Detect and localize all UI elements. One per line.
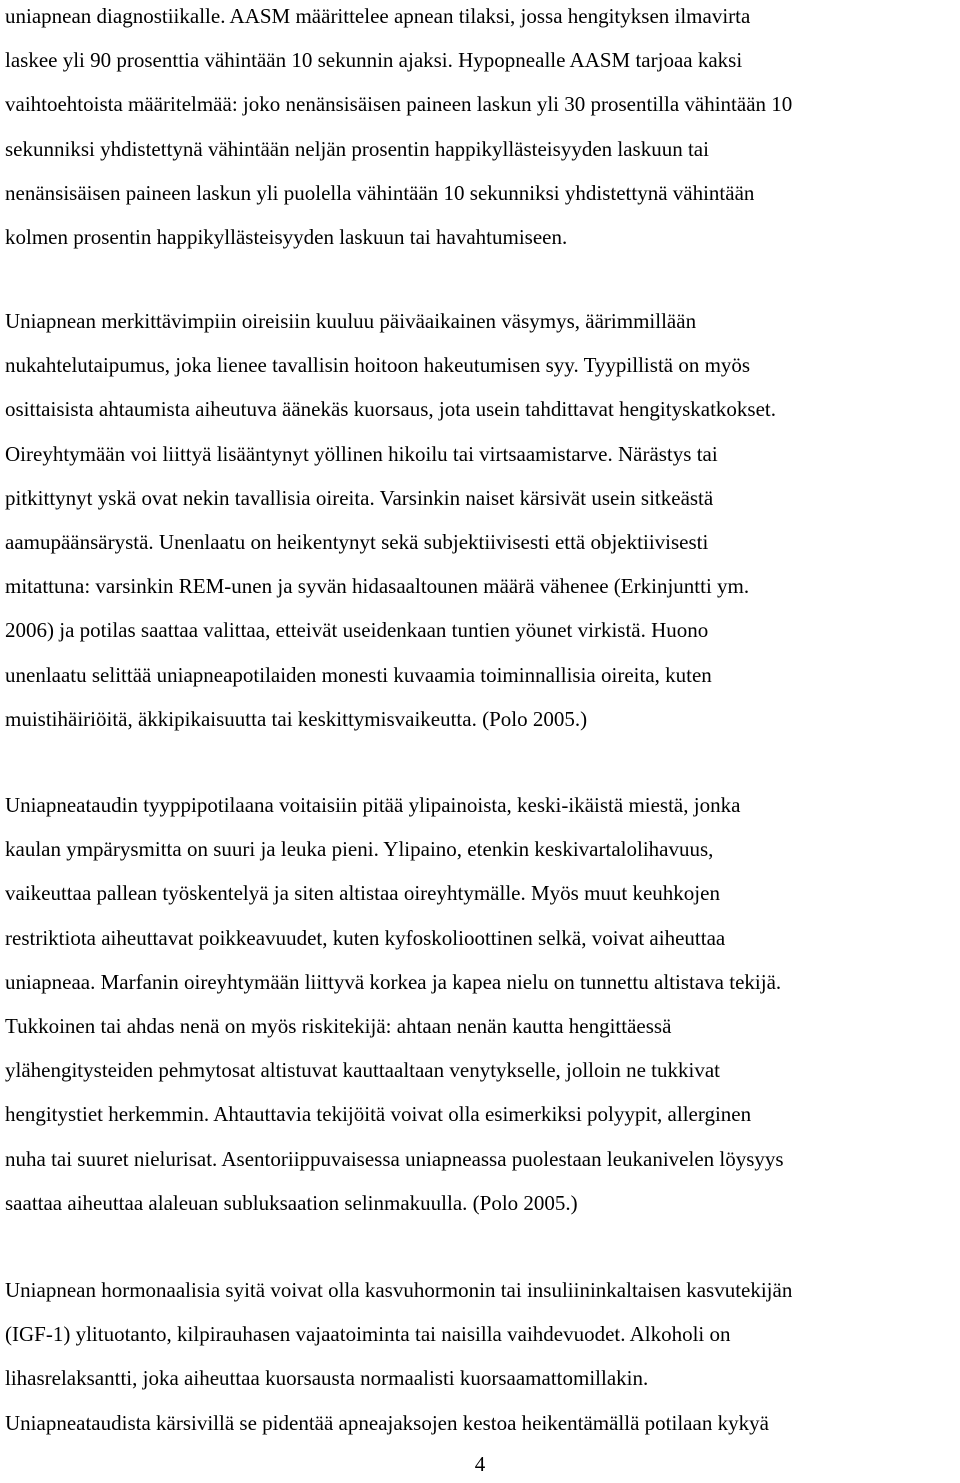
text-line: pitkittynyt yskä ovat nekin tavallisia oireita. Varsinkin naiset kärsivät usein sitkeästä xyxy=(5,485,714,510)
text-line: mitattuna: varsinkin REM-unen ja syvän hidasaaltounen määrä vähenee (Erkinjuntti ym. xyxy=(5,574,750,599)
text-line: hengitystiet herkemmin. Ahtauttavia tekijöitä voivat olla esimerkiksi polyypit, allerginen xyxy=(5,1102,752,1127)
text-line: vaikeuttaa pallean työskentelyä ja siten altistaa oireyhtymälle. Myös muut keuhkojen xyxy=(5,881,720,906)
text-line: Uniapneataudin tyyppipotilaana voitaisiin pitää ylipainoista, keski-ikäistä miestä, jonka xyxy=(5,793,741,817)
text-line: Tukkoinen tai ahdas nenä on myös riskitekijä: ahtaan nenän kautta hengittäessä xyxy=(5,1013,672,1038)
text-line: uniapneaa. Marfanin oireyhtymään liittyvä korkea ja kapea nielu on tunnettu altistava tekijä. xyxy=(5,969,782,994)
text-line: kolmen prosentin happikyllästeisyyden laskuun tai havahtumiseen. xyxy=(5,224,568,249)
text-line: nuha tai suuret nielurisat. Asentoriippuvaisessa uniapneassa puolestaan leukanivelen löysyys xyxy=(5,1146,784,1171)
text-line: kaulan ympärysmitta on suuri ja leuka pieni. Ylipaino, etenkin keskivartalolihavuus, xyxy=(5,837,714,862)
text-line: unenlaatu selittää uniapneapotilaiden monesti kuvaamia toiminnallisia oireita, kuten xyxy=(5,662,712,687)
text-line: aamupäänsärystä. Unenlaatu on heikentynyt sekä subjektiivisesti että objektiivisesti xyxy=(5,529,709,554)
text-line: nukahtelutaipumus, joka lienee tavallisin hoitoon hakeutumisen syy. Tyypillistä on myös xyxy=(5,353,751,378)
text-line: Uniapnean merkittävimpiin oireisiin kuuluu päiväaikainen väsymys, äärimmillään xyxy=(5,309,697,333)
text-line: Uniapneataudista kärsivillä se pidentää apneajaksojen kestoa heikentämällä potilaan kykyä xyxy=(5,1410,769,1435)
paragraph-hormonal-causes xyxy=(5,1268,955,1445)
paragraph-apnea-definition xyxy=(5,0,955,259)
text-line: Oireyhtymään voi liittyä lisääntynyt yöllinen hikoilu tai virtsaamistarve. Närästys tai xyxy=(5,441,718,466)
text-line: laskee yli 90 prosenttia vähintään 10 sekunnin ajaksi. Hypopnealle AASM tarjoaa kaksi xyxy=(5,48,743,73)
text-line: nenänsisäisen paineen laskun yli puolella vähintään 10 sekunniksi yhdistettynä vähintään xyxy=(5,180,755,205)
text-line: muistihäiriöitä, äkkipikaisuutta tai keskittymisvaikeutta. (Polo 2005.) xyxy=(5,706,588,731)
text-line: Uniapnean hormonaalisia syitä voivat olla kasvuhormonin tai insuliininkaltaisen kasvutekijän xyxy=(5,1278,793,1302)
paragraph-symptoms xyxy=(5,299,955,741)
text-line: sekunniksi yhdistettynä vähintään neljän prosentin happikyllästeisyyden laskuun tai xyxy=(5,136,709,161)
text-line: vaihtoehtoista määritelmää: joko nenänsisäisen paineen laskun yli 30 prosentilla vähintään 10 xyxy=(5,92,793,117)
text-line: saattaa aiheuttaa alaleuan subluksaation selinmakuulla. (Polo 2005.) xyxy=(5,1190,578,1215)
text-line: lihasrelaksantti, joka aiheuttaa kuorsausta normaalisti kuorsaamattomillakin. xyxy=(5,1366,649,1391)
page-number: 4 xyxy=(474,1452,486,1476)
text-line: uniapnean diagnostiikalle. AASM määrittelee apnean tilaksi, jossa hengityksen ilmavirta xyxy=(5,4,751,28)
text-line: osittaisista ahtaumista aiheutuva äänekäs kuorsaus, jota usein tahdittavat hengityskatkokset. xyxy=(5,397,776,422)
text-line: 2006) ja potilas saattaa valittaa, etteivät useidenkaan tuntien yöunet virkistä. Huono xyxy=(5,618,709,643)
text-line: ylähengitysteiden pehmytosat altistuvat kauttaaltaan venytykselle, jolloin ne tukkivat xyxy=(5,1058,720,1083)
text-line: (IGF-1) ylituotanto, kilpirauhasen vajaatoiminta tai naisilla vaihdevuodet. Alkoholi on xyxy=(5,1322,731,1347)
paragraph-risk-factors xyxy=(5,783,955,1225)
text-line: restriktiota aiheuttavat poikkeavuudet, kuten kyfoskolioottinen selkä, voivat aiheuttaa xyxy=(5,925,726,950)
